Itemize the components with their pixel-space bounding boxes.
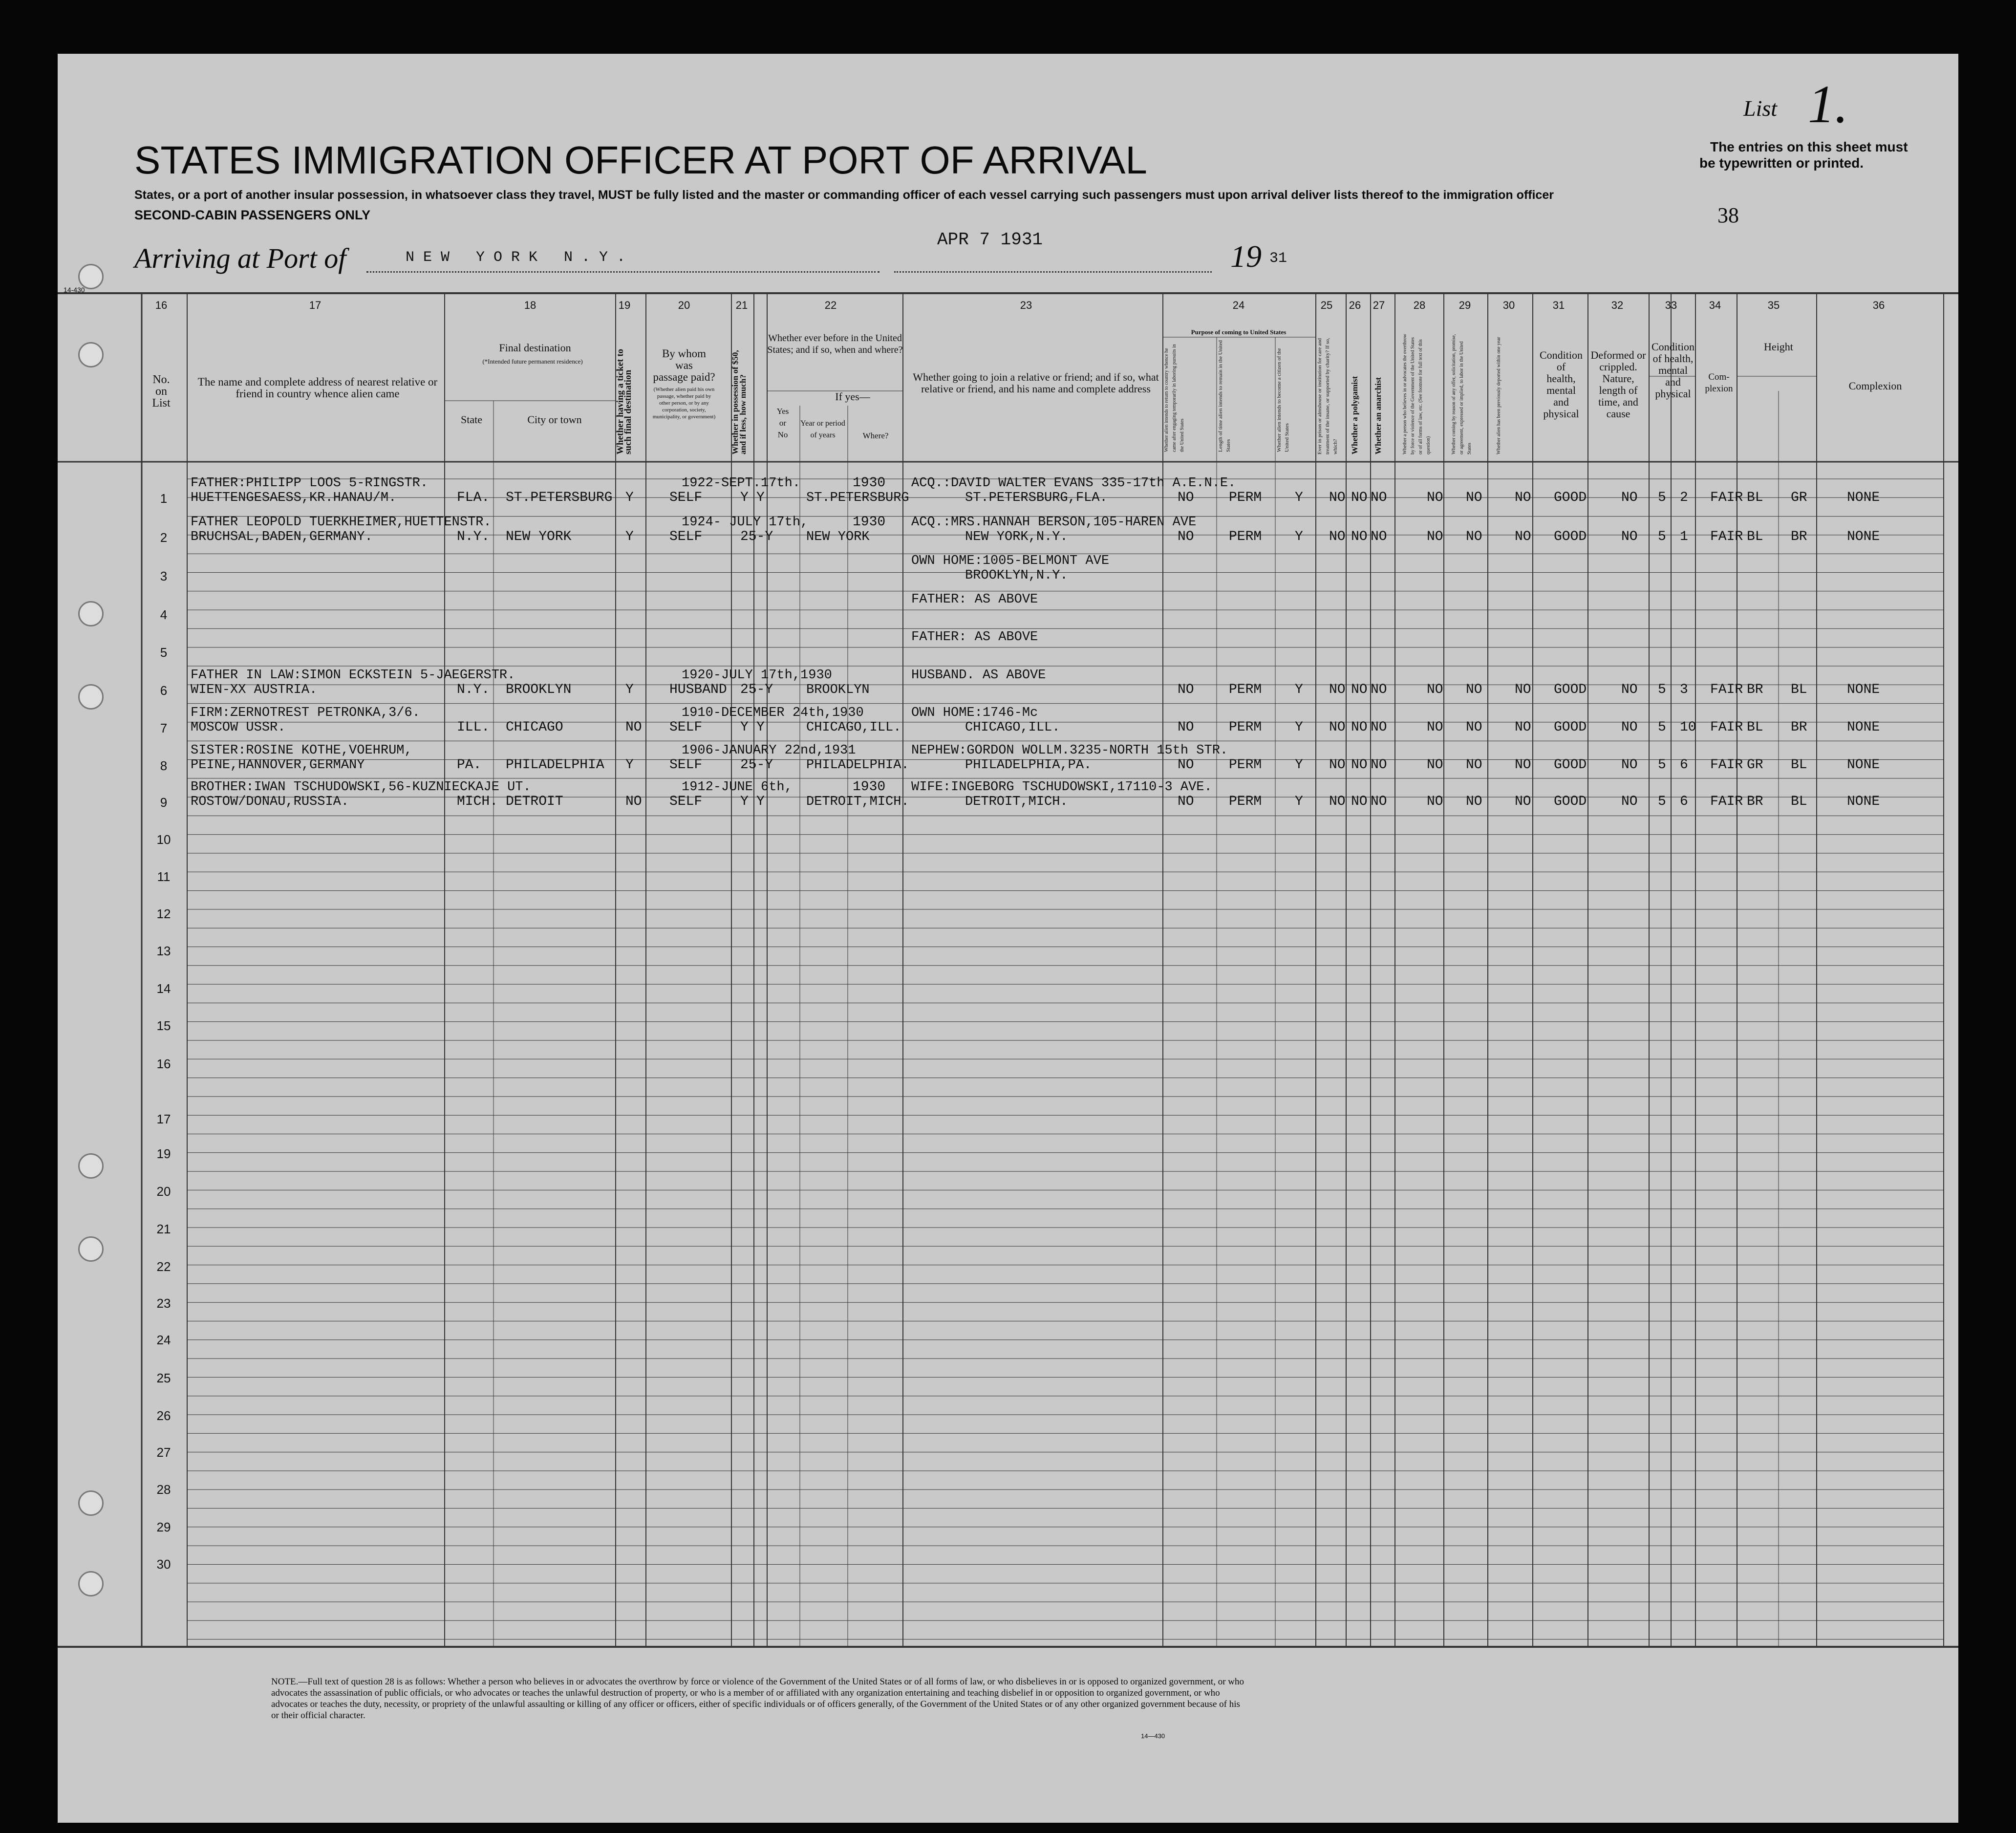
prior-visit-where: DETROIT,MICH. (806, 795, 909, 809)
joining-relative-line2: ST.PETERSBURG,FLA. (965, 491, 1108, 505)
row-number: 4 (160, 607, 168, 622)
destination-city: NEW YORK (506, 529, 572, 544)
joining-relative-line1: WIFE:INGEBORG TSCHUDOWSKI,17110-3 AVE. (911, 780, 1212, 795)
page-number: 38 (1717, 203, 1739, 227)
column-number: 19 (618, 299, 631, 311)
joining-relative-line1: ACQ.:MRS.HANNAH BERSON,105-HAREN AVE (911, 515, 1197, 530)
row-number: 2 (160, 530, 168, 545)
overthrow-value: NO (1427, 720, 1443, 735)
row-number: 15 (156, 1018, 171, 1033)
row-number: 19 (156, 1146, 171, 1161)
hair-color: GR (1747, 757, 1763, 773)
money-value: Y (740, 490, 749, 505)
anarchist-value: NO (1371, 682, 1387, 697)
anarchist-value: NO (1371, 794, 1387, 809)
overthrow-value: NO (1427, 794, 1443, 809)
column-number: 28 (1413, 299, 1426, 311)
prior-visit-dates: 1910-DECEMBER 24th,1930 (682, 706, 864, 720)
header-col18-city: City or town (527, 413, 582, 426)
joining-relative-line2: CHICAGO,ILL. (965, 720, 1060, 735)
anarchist-value: NO (1371, 490, 1387, 505)
destination-city: DETROIT (506, 794, 563, 809)
column-number: 33 (1665, 299, 1677, 311)
relative-address-line1: SISTER:ROSINE KOTHE,VOEHRUM, (191, 743, 412, 758)
destination-state: MICH. (457, 794, 498, 809)
destination-city: CHICAGO (506, 720, 563, 735)
row-number: 27 (156, 1445, 171, 1460)
height-feet: 5 (1658, 529, 1666, 544)
year-prefix: 19 (1230, 239, 1262, 274)
header-col26: Whether a polygamist (1350, 376, 1359, 454)
header-col33: Condition of health, mental and physical (1651, 341, 1694, 400)
eye-color: GR (1791, 490, 1807, 505)
entries-note-1: The entries on this sheet must (1710, 139, 1908, 154)
labor-offer-value: NO (1466, 529, 1482, 544)
column-number: 20 (678, 299, 690, 311)
list-label: List (1743, 96, 1778, 121)
row-number: 3 (160, 569, 168, 583)
deported-value: NO (1515, 529, 1531, 544)
header-col29: Whether coming by reason of any offer, solicitation, promise, or agreement, expressed or implied, to labor in the United States (1451, 334, 1472, 454)
prison-value: NO (1329, 794, 1346, 809)
hair-color: BR (1747, 682, 1763, 697)
relative-address-line1: FATHER:PHILIPP LOOS 5-RINGSTR. (191, 476, 429, 491)
prior-visit-dates: 1920-JULY 17th,1930 (682, 668, 832, 683)
prior-visit-dates: 1924- JULY 17th, (682, 515, 809, 530)
height-inches: 2 (1680, 490, 1688, 505)
column-number: 34 (1709, 299, 1721, 311)
prior-visit-dates: 1906-JANUARY 22nd,1931 (682, 743, 856, 758)
column-number: 29 (1458, 299, 1471, 311)
joining-relative-line2: DETROIT,MICH. (965, 795, 1068, 809)
anarchist-value: NO (1371, 757, 1387, 773)
row-number: 12 (156, 906, 171, 921)
complexion-value: FAIR (1710, 757, 1743, 773)
labor-offer-value: NO (1466, 490, 1482, 505)
header-col34: Com- plexion (1705, 372, 1733, 394)
deported-value: NO (1515, 757, 1531, 773)
purpose-citizen: Y (1295, 720, 1303, 735)
header-col22-ifyes: If yes— (835, 390, 870, 403)
destination-state: N.Y. (457, 529, 490, 544)
eye-color: BL (1791, 794, 1807, 809)
row-number: 10 (156, 832, 171, 847)
purpose-length: PERM (1229, 720, 1262, 735)
eye-color: BR (1791, 720, 1807, 735)
prior-visit-dates: 1922-SEPT.17th. (682, 476, 801, 491)
purpose-length: PERM (1229, 757, 1262, 773)
labor-offer-value: NO (1466, 720, 1482, 735)
purpose-return: NO (1178, 682, 1194, 697)
prior-visit-where: PHILADELPHIA. (806, 758, 909, 773)
ticket-value: Y (625, 490, 634, 505)
health-value: GOOD (1554, 682, 1587, 697)
height-inches: 10 (1680, 720, 1696, 735)
polygamist-value: NO (1351, 720, 1368, 735)
page-subtitle: States, or a port of another insular possession, in whatsoever class they travel, MUST be fully listed and the master or commanding officer of each vessel carrying such passengers must upon arrival deliver lists thereof to the immigration officer (134, 188, 1554, 202)
passage-paid-by: SELF (669, 794, 703, 809)
joining-relative-line1: OWN HOME:1005-BELMONT AVE (911, 554, 1110, 568)
deformed-value: NO (1621, 529, 1638, 544)
entries-note-2: be typewritten or printed. (1699, 155, 1864, 171)
column-number: 26 (1349, 299, 1361, 311)
deported-value: NO (1515, 490, 1531, 505)
money-value: Y (740, 720, 749, 735)
anarchist-value: NO (1371, 720, 1387, 735)
arriving-label: Arriving at Port of (134, 242, 346, 274)
passage-paid-by: SELF (669, 529, 703, 544)
header-col22: Whether ever before in the United States; and if so, when and where? (767, 333, 903, 355)
header-col24c: Whether alien intends to become a citizen of the United States (1276, 348, 1290, 452)
purpose-citizen: Y (1295, 757, 1303, 773)
footer-form-number: 14—430 (1141, 1732, 1165, 1740)
header-col19: Whether having a ticket to such final destination (615, 348, 633, 454)
hair-color: BL (1747, 529, 1763, 544)
prior-visit-where: CHICAGO,ILL. (806, 720, 901, 735)
column-number: 30 (1502, 299, 1515, 311)
prior-visit-year: 1930 (853, 515, 886, 530)
destination-city: PHILADELPHIA (506, 757, 604, 773)
deformed-value: NO (1621, 794, 1638, 809)
prior-visit-yes-no: Y (756, 720, 765, 735)
row-number: 9 (160, 795, 168, 810)
anarchist-value: NO (1371, 529, 1387, 544)
header-col25: Ever in prison or almshouse or institution for care and treatment of the insane, or supported by charity? If so, which? (1317, 338, 1338, 454)
relative-address-line1: FIRM:ZERNOTREST PETRONKA,3/6. (191, 706, 420, 720)
list-number: 1. (1808, 74, 1848, 134)
purpose-return: NO (1178, 794, 1194, 809)
hair-color: BL (1747, 490, 1763, 505)
destination-state: FLA. (457, 490, 490, 505)
purpose-length: PERM (1229, 794, 1262, 809)
prison-value: NO (1329, 720, 1346, 735)
identification-marks: NONE (1847, 720, 1880, 735)
prison-value: NO (1329, 529, 1346, 544)
row-number: 17 (156, 1112, 171, 1126)
identification-marks: NONE (1847, 757, 1880, 773)
prior-visit-where: NEW YORK (806, 530, 870, 544)
relative-address-line2: MOSCOW USSR. (191, 720, 286, 735)
purpose-citizen: Y (1295, 529, 1303, 544)
joining-relative-line1: ACQ.:DAVID WALTER EVANS 335-17th A.E.N.E. (911, 476, 1236, 491)
eye-color: BL (1791, 757, 1807, 773)
health-value: GOOD (1554, 529, 1587, 544)
row-number: 14 (156, 981, 171, 996)
relative-address-line1: FATHER LEOPOLD TUERKHEIMER,HUETTENSTR. (191, 515, 492, 530)
date-stamp: APR 7 1931 (937, 230, 1043, 250)
identification-marks: NONE (1847, 490, 1880, 505)
polygamist-value: NO (1351, 757, 1368, 773)
passage-paid-by: SELF (669, 490, 703, 505)
row-number: 11 (157, 869, 171, 884)
money-value: 25-Y (740, 529, 773, 544)
row-number: 22 (156, 1259, 171, 1274)
column-number: 24 (1232, 299, 1245, 311)
polygamist-value: NO (1351, 682, 1368, 697)
complexion-value: FAIR (1710, 720, 1743, 735)
column-number: 35 (1767, 299, 1780, 311)
header-no-on-list: No. on List (152, 373, 171, 410)
relative-address-line1: BROTHER:IWAN TSCHUDOWSKI,56-KUZNIECKAJE UT. (191, 780, 531, 795)
ticket-value: Y (625, 682, 634, 697)
row-number: 13 (156, 944, 171, 958)
joining-relative-line1: NEPHEW:GORDON WOLLM.3235-NORTH 15th STR. (911, 743, 1228, 758)
header-col23: Whether going to join a relative or friend; and if so, what relative or friend, and his name and complete address (913, 371, 1159, 395)
port-value: NEW YORK N.Y. (406, 249, 635, 266)
joining-relative-line1: FATHER: AS ABOVE (911, 630, 1038, 645)
header-col20-sub: (Whether alien paid his own passage, whether paid by other person, or by any corporation, society, municipality, or government) (652, 387, 716, 420)
column-number: 31 (1552, 299, 1565, 311)
purpose-return: NO (1178, 490, 1194, 505)
header-col33-inches (1675, 401, 1690, 445)
joining-relative-line1: OWN HOME:1746-Mc (911, 706, 1038, 720)
complexion-value: FAIR (1710, 529, 1743, 544)
header-col28: Whether a person who believes in or advocates the overthrow by force or violence of the Government of the United States or of all forms of law, etc. (See footnote for full text of this question) (1402, 334, 1431, 454)
purpose-return: NO (1178, 757, 1194, 773)
joining-relative-line2: NEW YORK,N.Y. (965, 530, 1068, 544)
labor-offer-value: NO (1466, 682, 1482, 697)
eye-color: BR (1791, 529, 1807, 544)
height-inches: 3 (1680, 682, 1688, 697)
prior-visit-year: 1930 (853, 779, 886, 795)
purpose-length: PERM (1229, 682, 1262, 697)
row-number: 5 (160, 645, 168, 660)
money-value: 25-Y (740, 757, 773, 773)
money-value: 25-Y (740, 682, 773, 697)
column-number: 23 (1020, 299, 1032, 311)
row-number: 7 (160, 721, 168, 735)
header-col33-feet (1654, 401, 1669, 445)
relative-address-line2: WIEN-XX AUSTRIA. (191, 683, 318, 697)
header-col21: Whether in possession of $50, and if less, how much? (730, 350, 748, 454)
complexion-value: FAIR (1710, 794, 1743, 809)
overthrow-value: NO (1427, 529, 1443, 544)
health-value: GOOD (1554, 490, 1587, 505)
labor-offer-value: NO (1466, 794, 1482, 809)
prison-value: NO (1329, 682, 1346, 697)
purpose-return: NO (1178, 720, 1194, 735)
prior-visit-year: 1930 (853, 475, 886, 491)
row-number: 24 (156, 1333, 171, 1347)
height-inches: 6 (1680, 757, 1688, 773)
class-line: SECOND-CABIN PASSENGERS ONLY (134, 208, 371, 222)
joining-relative-line1: HUSBAND. AS ABOVE (911, 668, 1046, 683)
purpose-length: PERM (1229, 529, 1262, 544)
complexion-value: FAIR (1710, 490, 1743, 505)
header-col18-state: State (461, 413, 482, 426)
relative-address-line2: HUETTENGESAESS,KR.HANAU/M. (191, 491, 397, 505)
column-number: 32 (1611, 299, 1624, 311)
deported-value: NO (1515, 720, 1531, 735)
header-col22-period: Year or period of years (800, 419, 845, 439)
page-title: STATES IMMIGRATION OFFICER AT PORT OF ARRIVAL (134, 138, 1147, 182)
prison-value: NO (1329, 490, 1346, 505)
height-inches: 6 (1680, 794, 1688, 809)
polygamist-value: NO (1351, 794, 1368, 809)
column-number: 25 (1320, 299, 1333, 311)
prior-visit-where: ST.PETERSBURG (806, 491, 909, 505)
height-inches: 1 (1680, 529, 1688, 544)
hair-color: BL (1747, 720, 1763, 735)
column-number: 17 (309, 299, 322, 311)
labor-offer-value: NO (1466, 757, 1482, 773)
overthrow-value: NO (1427, 490, 1443, 505)
form-number: 14-430 (64, 286, 85, 294)
ticket-value: NO (625, 794, 642, 809)
header-col22-where: Where? (862, 431, 889, 440)
deformed-value: NO (1621, 490, 1638, 505)
money-value: Y (740, 794, 749, 809)
polygamist-value: NO (1351, 529, 1368, 544)
purpose-return: NO (1178, 529, 1194, 544)
row-number: 29 (156, 1520, 171, 1534)
height-feet: 5 (1658, 490, 1666, 505)
prison-value: NO (1329, 757, 1346, 773)
hair-color: BR (1747, 794, 1763, 809)
overthrow-value: NO (1427, 682, 1443, 697)
relative-address-line2: BRUCHSAL,BADEN,GERMANY. (191, 530, 373, 544)
purpose-citizen: Y (1295, 682, 1303, 697)
column-number: 27 (1373, 299, 1385, 311)
eye-color: BL (1791, 682, 1807, 697)
prior-visit-dates: 1912-JUNE 6th, (682, 780, 793, 795)
header-col17: The name and complete address of nearest relative or friend in country whence alien came (197, 376, 438, 400)
header-col20: By whom was passage paid? (653, 347, 715, 383)
row-number: 23 (156, 1296, 171, 1311)
row-number: 28 (156, 1482, 171, 1497)
passage-paid-by: SELF (669, 720, 703, 735)
height-feet: 5 (1658, 720, 1666, 735)
purpose-length: PERM (1229, 490, 1262, 505)
header-col18-sub: (*Intended future permanent residence) (482, 358, 583, 365)
ticket-value: Y (625, 529, 634, 544)
row-number: 6 (160, 683, 168, 698)
header-col30: Whether alien has been previously deported within one year (1496, 337, 1501, 454)
destination-state: N.Y. (457, 682, 490, 697)
purpose-citizen: Y (1295, 490, 1303, 505)
joining-relative-line2: PHILADELPHIA,PA. (965, 758, 1092, 773)
identification-marks: NONE (1847, 529, 1880, 544)
column-number: 22 (824, 299, 837, 311)
header-col24b: Length of time alien intends to remain in the United States (1218, 340, 1231, 452)
header-col35: Height (1764, 341, 1793, 353)
height-feet: 5 (1658, 757, 1666, 773)
prior-visit-where: BROOKLYN (806, 683, 870, 697)
passage-paid-by: SELF (669, 757, 703, 773)
ticket-value: Y (625, 757, 634, 773)
deformed-value: NO (1621, 682, 1638, 697)
header-col24: Purpose of coming to United States (1191, 328, 1287, 336)
row-number: 1 (160, 491, 168, 506)
destination-city: BROOKLYN (506, 682, 572, 697)
relative-address-line2: PEINE,HANNOVER,GERMANY (191, 758, 365, 773)
relative-address-line2: ROSTOW/DONAU,RUSSIA. (191, 795, 349, 809)
deformed-value: NO (1621, 720, 1638, 735)
purpose-citizen: Y (1295, 794, 1303, 809)
column-number: 18 (524, 299, 536, 311)
row-number: 30 (156, 1557, 171, 1572)
destination-state: PA. (457, 757, 482, 773)
health-value: GOOD (1554, 757, 1587, 773)
year-suffix: 31 (1269, 250, 1287, 267)
overthrow-value: NO (1427, 757, 1443, 773)
joining-relative-line1: FATHER: AS ABOVE (911, 592, 1038, 607)
row-number: 16 (156, 1057, 171, 1071)
header-col22-yesno: Yes or No (776, 407, 789, 439)
health-value: GOOD (1554, 720, 1587, 735)
relative-address-line1: FATHER IN LAW:SIMON ECKSTEIN 5-JAEGERSTR. (191, 668, 515, 683)
deformed-value: NO (1621, 757, 1638, 773)
row-number: 25 (156, 1371, 171, 1385)
column-number: 21 (735, 299, 748, 311)
height-feet: 5 (1658, 682, 1666, 697)
deported-value: NO (1515, 794, 1531, 809)
row-number: 21 (156, 1222, 171, 1236)
health-value: GOOD (1554, 794, 1587, 809)
header-col32: Deformed or crippled. Nature, length of time, and cause (1590, 349, 1646, 420)
polygamist-value: NO (1351, 490, 1368, 505)
column-number: 36 (1872, 299, 1885, 311)
column-number: 16 (155, 299, 168, 311)
passage-paid-by: HUSBAND (669, 682, 727, 697)
prior-visit-yes-no: Y (756, 794, 765, 809)
destination-city: ST.PETERSBURG (506, 490, 613, 505)
header-col36: Complexion (1848, 380, 1902, 392)
ticket-value: NO (625, 720, 642, 735)
row-number: 20 (156, 1184, 171, 1199)
header-col31: Condition of health, mental and physical (1539, 349, 1583, 420)
identification-marks: NONE (1847, 794, 1880, 809)
identification-marks: NONE (1847, 682, 1880, 697)
header-col24a: Whether alien intends to return to country whence he came after engaging temporarily in laboring pursuits in the United States (1164, 344, 1185, 452)
header-col27: Whether an anarchist (1373, 377, 1383, 454)
header-col18: Final destination (499, 342, 571, 354)
destination-state: ILL. (457, 720, 490, 735)
prior-visit-yes-no: Y (756, 490, 765, 505)
deported-value: NO (1515, 682, 1531, 697)
row-number: 26 (156, 1408, 171, 1423)
height-feet: 5 (1658, 794, 1666, 809)
complexion-value: FAIR (1710, 682, 1743, 697)
footnote: NOTE.—Full text of question 28 is as follows: Whether a person who believes in or advocates the overthrow by force or violence of the Government of the United States or of all forms of law, or who disbelieves in or is opposed to organized government, or who advocates the assassination of public officials, or who advocates or teaches the unlawful destruction of property, or who is a member of or affiliated with any organization entertaining and teaching disbelief in or opposition to organized government, or who advocates or teaches the duty, necessity, or propriety of the unlawful assaulting or killing of any officer or officers, either of specific individuals or of officers generally, of the Government of the United States or of any other organized government because of his or their official character. (271, 1677, 1244, 1721)
joining-relative-line2: BROOKLYN,N.Y. (965, 568, 1068, 583)
row-number: 8 (160, 758, 168, 773)
